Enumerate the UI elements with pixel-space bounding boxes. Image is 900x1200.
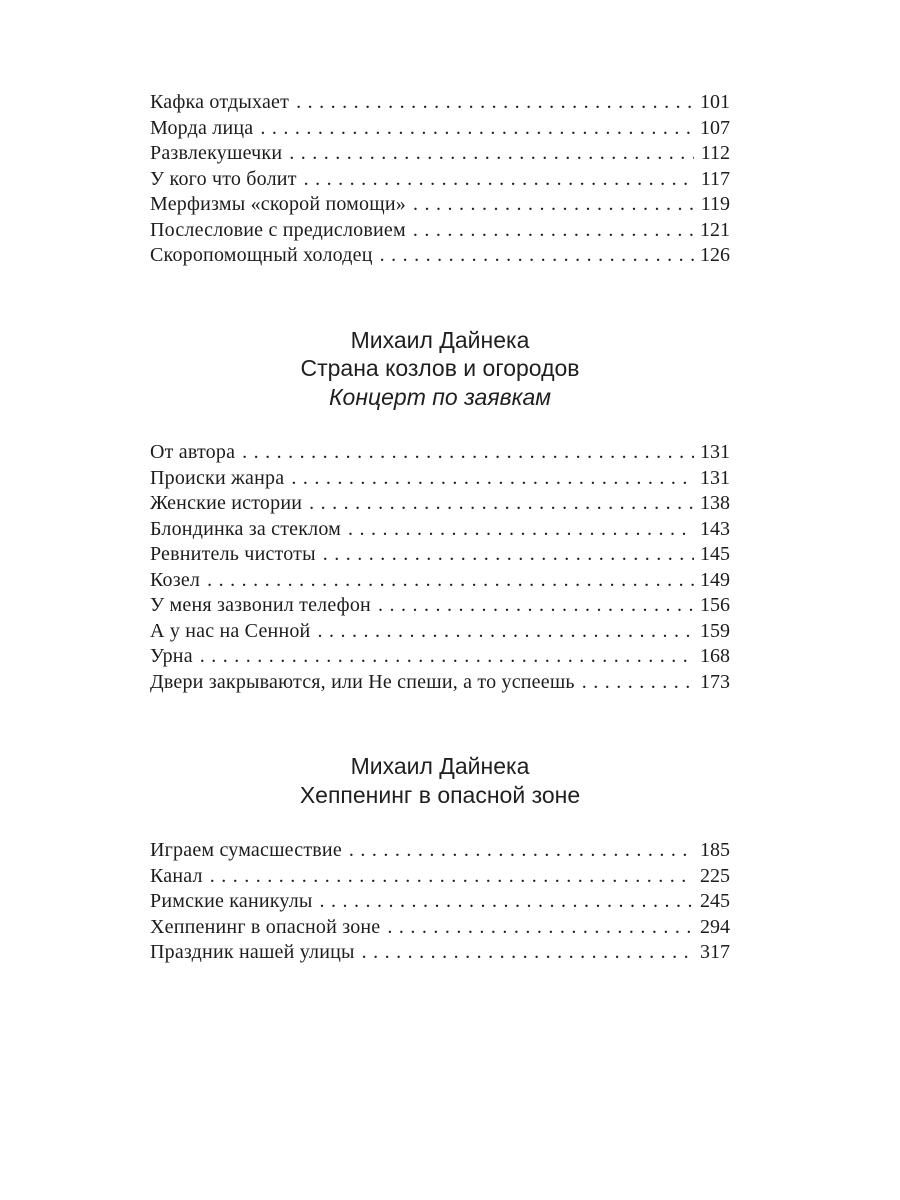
toc-entry-page: 245 (700, 890, 730, 912)
section-entries (150, 440, 730, 695)
toc-entry (150, 568, 730, 594)
toc-entry-page: 294 (700, 915, 730, 938)
toc-entry (150, 593, 730, 619)
toc-entry (150, 889, 730, 915)
toc-entry (150, 542, 730, 568)
toc-entry-title: Кафка отдыхает (150, 91, 290, 113)
toc-entry-page: 138 (700, 492, 730, 514)
toc-entry (150, 116, 730, 142)
section-heading (150, 752, 730, 809)
toc-entry (150, 141, 730, 167)
toc-entry-page: 225 (700, 864, 730, 887)
section-heading-line: Михаил Дайнека (350, 753, 530, 779)
toc-entry-title: Римские каникулы (150, 890, 313, 912)
section-entries (150, 90, 730, 269)
toc-entry (150, 218, 730, 244)
toc-entry-title: Скоропомощный холодец (150, 244, 373, 266)
dot-leader (342, 838, 694, 864)
toc-section (150, 90, 730, 269)
toc-entry-title: Канал (150, 864, 203, 887)
toc-entry (150, 864, 730, 890)
toc-entry-page: 126 (700, 244, 730, 266)
dot-leader (284, 466, 694, 492)
toc-entry (150, 644, 730, 670)
toc-entry (150, 491, 730, 517)
toc-entry-title: А у нас на Сенной (150, 619, 311, 642)
toc-entry-page: 156 (700, 594, 730, 616)
dot-leader (282, 141, 694, 167)
toc-entry (150, 619, 730, 645)
toc-entry-title: Блондинка за стеклом (150, 517, 342, 540)
dot-leader (355, 940, 694, 966)
dot-leader (297, 167, 694, 193)
toc-entry-title: Мерфизмы «скорой помощи» (150, 193, 406, 215)
toc-entry-title: Послесловие с предисловием (150, 218, 406, 241)
dot-leader (203, 864, 694, 890)
section-heading-line: Хеппенинг в опасной зоне (299, 781, 581, 808)
toc-entry-title: Двери закрываются, или Не спеши, а то успеешь (150, 670, 575, 693)
toc-entry-page: 159 (700, 619, 730, 642)
dot-leader (406, 192, 694, 218)
dot-leader (253, 116, 694, 142)
dot-leader (380, 915, 694, 941)
toc-entry-page: 107 (700, 116, 730, 139)
toc-entry-title: Урна (150, 645, 193, 667)
toc-entry-page: 131 (700, 466, 730, 489)
toc-entry-page: 119 (700, 193, 730, 215)
toc-entry-title: Женские истории (150, 492, 303, 514)
toc-entry-title: Играем сумасшествие (150, 839, 342, 861)
toc-entry-title: У кого что болит (150, 167, 297, 190)
toc-entry-title: Козел (150, 568, 201, 591)
toc-entry-page: 143 (700, 517, 730, 540)
toc-entry (150, 192, 730, 218)
section-heading-line: Страна козлов и огородов (300, 355, 580, 381)
toc-entry-page: 168 (700, 645, 730, 667)
toc-entry-title: Происки жанра (150, 466, 285, 489)
dot-leader (289, 90, 694, 116)
toc-entry-page: 149 (700, 568, 730, 591)
dot-leader (341, 517, 694, 543)
toc-entry (150, 915, 730, 941)
toc-entry (150, 670, 730, 696)
dot-leader (302, 491, 694, 517)
toc-section (150, 326, 730, 696)
toc-entry (150, 838, 730, 864)
toc-entry-page: 317 (700, 941, 730, 963)
dot-leader (373, 243, 694, 269)
toc-entry (150, 517, 730, 543)
toc-entry-page: 173 (700, 670, 730, 693)
toc-entry-page: 185 (700, 839, 730, 861)
toc-entry (150, 90, 730, 116)
toc-entry-title: У меня зазвонил телефон (150, 594, 371, 616)
toc-entry-title: От автора (150, 441, 236, 463)
toc-entry (150, 466, 730, 492)
toc-section (150, 752, 730, 966)
section-heading (150, 326, 730, 412)
table-of-contents (150, 90, 730, 966)
section-entries (150, 838, 730, 966)
dot-leader (575, 670, 694, 696)
toc-entry-title: Морда лица (150, 116, 254, 139)
toc-entry-page: 112 (700, 142, 730, 164)
dot-leader (316, 542, 694, 568)
toc-entry-title: Праздник нашей улицы (150, 941, 355, 963)
section-heading-line: Концерт по заявкам (328, 383, 552, 410)
dot-leader (193, 644, 694, 670)
toc-entry-page: 121 (700, 218, 730, 241)
dot-leader (200, 568, 694, 594)
section-heading-line: Михаил Дайнека (350, 326, 530, 353)
toc-entry-title: Хеппенинг в опасной зоне (150, 915, 381, 938)
toc-entry-title: Ревнитель чистоты (150, 543, 316, 565)
toc-entry (150, 167, 730, 193)
toc-entry (150, 243, 730, 269)
toc-entry-page: 145 (700, 543, 730, 565)
toc-entry (150, 440, 730, 466)
dot-leader (310, 619, 694, 645)
dot-leader (406, 218, 694, 244)
toc-entry (150, 940, 730, 966)
dot-leader (371, 593, 694, 619)
dot-leader (313, 889, 694, 915)
toc-entry-page: 101 (700, 91, 730, 113)
toc-entry-page: 117 (700, 167, 730, 190)
toc-entry-page: 131 (700, 441, 730, 463)
dot-leader (235, 440, 694, 466)
toc-entry-title: Развлекушечки (150, 142, 283, 164)
